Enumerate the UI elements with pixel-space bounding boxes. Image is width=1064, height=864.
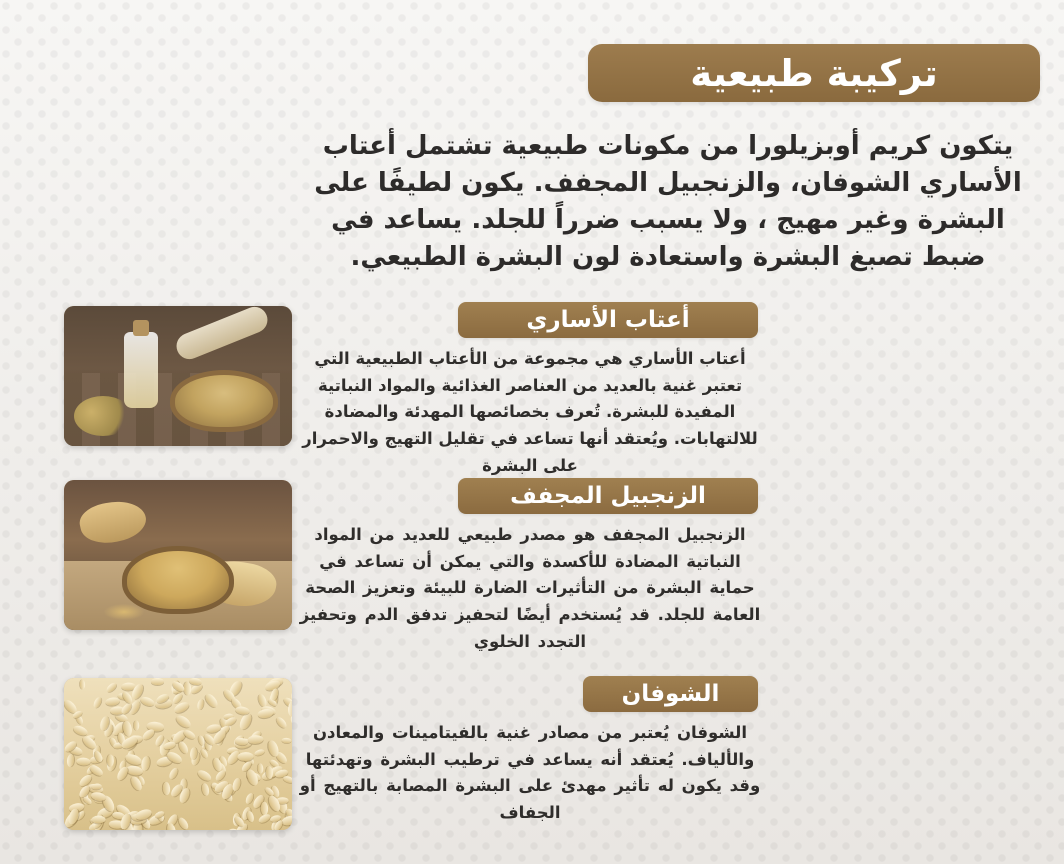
intro-paragraph: يتكون كريم أوبزيلورا من مكونات طبيعية تشتمل أعتاب الأساري الشوفان، والزنجبيل المجفف. يكون لطيفًا على البشرة وغير مهيج ، ولا يسبب ضرراً للجلد. يساعد في ضبط تصبغ البشرة واستعادة لون البشرة الطبيعي.	[314, 131, 1022, 272]
section-heading-ginger	[458, 478, 758, 514]
page-title: تركيبة طبيعية	[690, 51, 938, 95]
section-heading-label: الشوفان	[621, 680, 720, 707]
oat-grains-texture	[64, 678, 292, 830]
page-title-banner	[588, 44, 1040, 102]
herbs-mortar-photo	[64, 306, 292, 446]
section-heading-label: أعتاب الأساري	[526, 306, 690, 333]
section-heading-label: الزنجبيل المجفف	[510, 482, 706, 509]
section-heading-herbs	[458, 302, 758, 338]
section-body-herbs: أعتاب الأساري هي مجموعة من الأعتاب الطبيعية التي تعتبر غنية بالعديد من العناصر الغذائية والمواد النباتية المفيدة للبشرة. تُعرف بخصائصها المهدئة والمضادة للالتهابات. ويُعتقد أنها تساعد في تقليل التهيج والاحمرار على البشرة	[302, 349, 758, 475]
section-body-ginger: الزنجبيل المجفف هو مصدر طبيعي للعديد من المواد النباتية المضادة للأكسدة والتي يمكن أن تساعد في حماية البشرة من التأثيرات الضارة للبيئة وتعزيز الصحة العامة للجلد. قد يُستخدم أيضًا لتحفيز تدفق الدم وتحفيز التجدد الخلوي	[299, 525, 761, 651]
dried-ginger-photo	[64, 480, 292, 630]
section-heading-oats	[583, 676, 758, 712]
section-body-oats: الشوفان يُعتبر من مصادر غنية بالفيتامينات والمعادن والألياف. يُعتقد أنه يساعد في ترطيب البشرة وتهدئتها وقد يكون له تأثير مهدئ على البشرة المصابة بالتهيج أو الجفاف	[299, 723, 761, 823]
oats-photo	[64, 678, 292, 830]
